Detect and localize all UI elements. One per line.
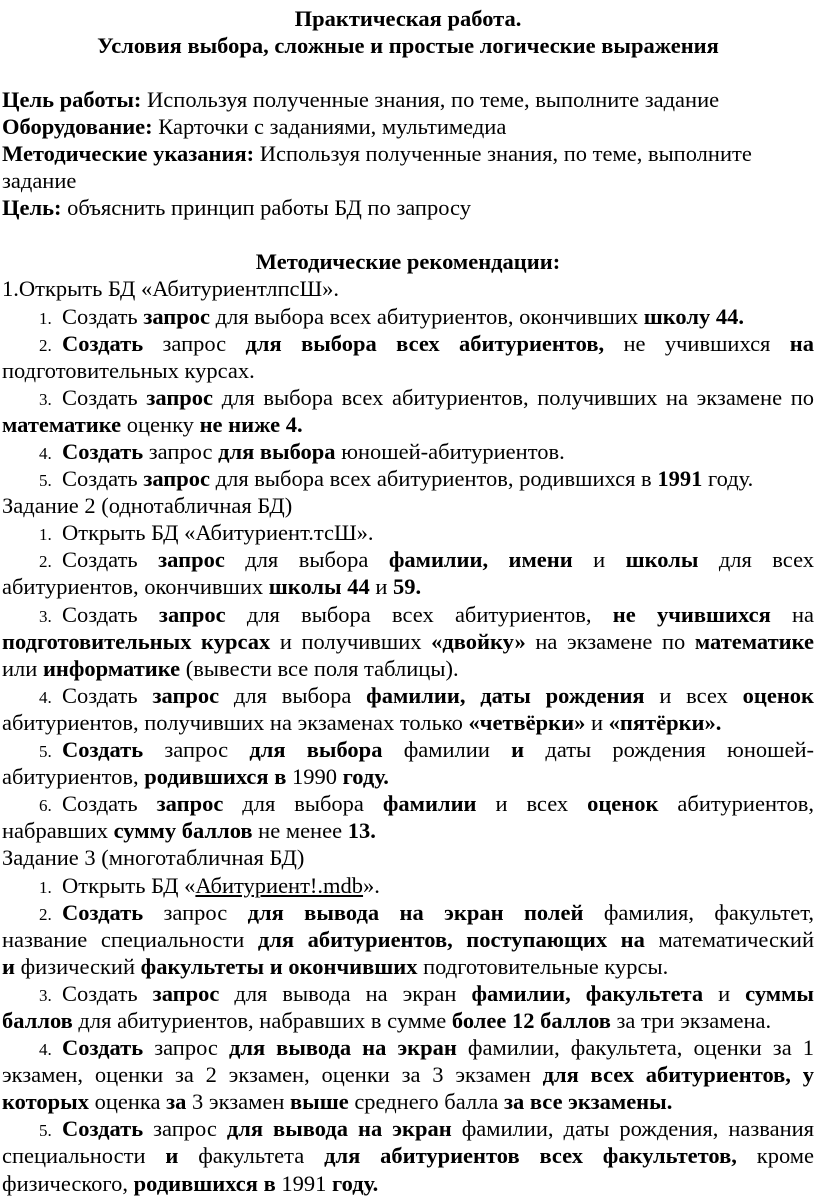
text-run: 1991 xyxy=(275,1170,332,1196)
text-run: экзамен, оценки за 2 экзамен, оценки за 3 экзамен xyxy=(2,1062,543,1088)
bold-text-run: Создать xyxy=(62,1035,144,1061)
list-item xyxy=(2,682,814,736)
text-run: запрос xyxy=(143,899,248,925)
text-line xyxy=(2,357,814,384)
text-run: не учившихся xyxy=(604,330,790,356)
bold-text-run: Создать xyxy=(62,439,144,464)
text-run: запрос xyxy=(143,1116,227,1142)
list-item xyxy=(2,519,814,546)
bold-text-run: не учившихся xyxy=(612,601,771,627)
text-line xyxy=(2,411,814,438)
bold-text-run: сумму баллов xyxy=(113,818,253,844)
paragraph xyxy=(2,275,814,302)
text-line xyxy=(2,330,814,357)
bold-text-run: «пятёрки». xyxy=(608,709,722,735)
text-line xyxy=(2,465,814,492)
bold-text-run: фамилии xyxy=(382,791,477,817)
bold-text-run: запрос xyxy=(156,791,224,817)
paragraph xyxy=(2,113,814,140)
bold-text-run: 13. xyxy=(347,818,376,844)
text-run: и xyxy=(572,547,626,573)
text-run: 3 экзамен xyxy=(186,1089,290,1115)
text-run: специальности xyxy=(2,1143,166,1169)
bold-text-run: которых xyxy=(2,1089,89,1115)
list-number: 3. xyxy=(39,606,52,626)
text-line xyxy=(2,980,814,1007)
bold-text-run: школу 44. xyxy=(643,303,744,329)
text-line xyxy=(2,140,814,167)
bold-text-run: информатике xyxy=(42,655,181,681)
bold-text-run: Практическая работа. xyxy=(294,5,522,31)
bold-text-run: родившихся в xyxy=(133,1170,276,1196)
text-run: (вывести все поля таблицы). xyxy=(180,655,459,681)
text-run: Задание 3 (многотабличная БД) xyxy=(2,845,305,871)
text-line xyxy=(2,763,814,790)
paragraph xyxy=(2,492,814,519)
list-number: 2. xyxy=(39,552,52,572)
bold-text-run: запрос xyxy=(152,980,220,1006)
bold-text-run: 59. xyxy=(393,574,422,600)
text-run: году. xyxy=(702,466,754,492)
text-run: для выбора всех абитуриентов, получивших на экзамене по xyxy=(213,384,814,410)
bold-text-run: для абитуриентов, поступающих на xyxy=(257,926,645,952)
list-item xyxy=(2,899,814,980)
text-run: для выбора всех абитуриентов, окончивших xyxy=(210,303,644,329)
bold-text-run: для выбора xyxy=(249,737,383,763)
text-run: Используя полученные знания, по теме, выполните xyxy=(254,140,752,166)
bold-text-run: баллов xyxy=(2,1007,73,1033)
text-run: Задание 2 (однотабличная БД) xyxy=(2,493,293,519)
text-line xyxy=(2,1034,814,1061)
bold-text-run: Оборудование: xyxy=(2,113,153,139)
text-run: для выбора всех абитуриентов, родившихся в xyxy=(210,466,658,492)
text-run: Создать xyxy=(62,384,147,410)
text-run: и всех xyxy=(476,791,588,817)
text-run: запрос xyxy=(143,1035,229,1061)
text-line xyxy=(2,275,814,302)
bold-text-run: на xyxy=(789,330,814,356)
list-item xyxy=(2,438,814,465)
text-run: название специальности xyxy=(2,926,258,952)
text-line xyxy=(2,844,814,871)
text-line xyxy=(2,1007,814,1034)
text-line xyxy=(2,899,814,926)
list-item xyxy=(2,872,814,899)
bold-text-run: математике xyxy=(2,411,122,437)
bold-text-run: для выбора xyxy=(218,439,336,464)
text-run: фамилии, факультета, оценки за 1 xyxy=(456,1035,814,1061)
text-line xyxy=(2,817,814,844)
text-run: и получивших xyxy=(270,628,432,654)
text-line xyxy=(2,1115,814,1142)
paragraph xyxy=(2,140,814,194)
text-line xyxy=(2,573,814,600)
list-number: 4. xyxy=(39,1040,52,1060)
text-run: и xyxy=(585,709,609,735)
bold-text-run: за все экзамены. xyxy=(503,1089,673,1115)
text-run: юношей-абитуриентов. xyxy=(335,439,565,464)
text-run: запрос xyxy=(143,439,219,464)
list-item xyxy=(2,736,814,790)
text-line xyxy=(2,953,814,980)
paragraph xyxy=(2,86,814,113)
list-item xyxy=(2,601,814,682)
bold-text-run: Методические указания: xyxy=(2,140,255,166)
bold-text-run: за xyxy=(166,1089,187,1115)
text-run: подготовительные курсы. xyxy=(417,953,669,979)
bold-text-run: запрос xyxy=(146,384,214,410)
bold-text-run: году. xyxy=(342,764,389,790)
list-item xyxy=(2,1034,814,1115)
text-run: абитуриентов, xyxy=(2,764,145,790)
text-line xyxy=(2,1061,814,1088)
text-run: и всех xyxy=(644,682,743,708)
list-item xyxy=(2,330,814,384)
text-run: физического, xyxy=(2,1170,134,1196)
list-number: 2. xyxy=(39,904,52,924)
bold-text-run: фамилии, факультета xyxy=(471,980,704,1006)
text-line xyxy=(2,303,814,330)
bold-text-run: запрос xyxy=(143,466,211,492)
text-run: на xyxy=(770,601,814,627)
list-number: 5. xyxy=(39,742,52,762)
bold-text-run: фамилии, имени xyxy=(388,547,573,573)
text-line xyxy=(2,113,814,140)
list-number: 4. xyxy=(39,687,52,707)
text-run: даты рождения юношей- xyxy=(524,737,814,763)
bold-text-run: и xyxy=(165,1143,179,1169)
text-run: фамилии, даты рождения, названия xyxy=(451,1116,814,1142)
bold-text-run: Создать xyxy=(62,737,144,763)
list-item xyxy=(2,384,814,438)
list-number: 6. xyxy=(39,796,52,816)
text-run: Создать xyxy=(62,682,153,708)
bold-text-run: для абитуриентов всех факультетов, xyxy=(324,1143,737,1169)
text-run: для вывода на экран xyxy=(219,980,472,1006)
list-number: 1. xyxy=(39,308,52,328)
text-run: запрос xyxy=(143,737,250,763)
text-line xyxy=(2,655,814,682)
list-item xyxy=(2,790,814,844)
text-run: не менее xyxy=(252,818,348,844)
list-number: 4. xyxy=(39,444,52,463)
list-number: 3. xyxy=(39,389,52,409)
text-run: за три экзамена. xyxy=(610,1007,772,1033)
list-number: 1. xyxy=(39,525,52,545)
section-heading xyxy=(2,32,814,59)
text-run: задание xyxy=(2,168,77,194)
text-run: запрос xyxy=(143,330,246,356)
text-run: оценку xyxy=(121,411,200,437)
text-line xyxy=(2,32,814,59)
text-line xyxy=(2,384,814,411)
text-line xyxy=(2,438,814,465)
text-line xyxy=(2,546,814,573)
text-run: Создать xyxy=(62,466,144,492)
text-run: для выбора xyxy=(219,682,367,708)
bold-text-run: суммы xyxy=(745,980,814,1006)
bold-text-run: оценок xyxy=(587,791,659,817)
list-number: 5. xyxy=(39,1121,52,1141)
text-line xyxy=(2,872,814,899)
text-run: абитуриентов, получивших на экзаменах только xyxy=(2,709,469,735)
list-item xyxy=(2,980,814,1034)
text-line xyxy=(2,790,814,817)
bold-text-run: не ниже 4. xyxy=(199,411,303,437)
text-run: математический xyxy=(644,926,814,952)
bold-text-run: выше xyxy=(289,1089,349,1115)
text-run: Создать xyxy=(62,547,159,573)
bold-text-run: подготовительных курсах xyxy=(2,628,271,654)
bold-text-run: Создать xyxy=(62,1116,144,1142)
text-line xyxy=(2,167,814,194)
text-run: набравших xyxy=(2,818,114,844)
text-run: на экзамене по xyxy=(525,628,695,654)
paragraph xyxy=(2,194,814,221)
text-run: абитуриентов, окончивших xyxy=(2,574,269,600)
text-line xyxy=(2,492,814,519)
list-number: 2. xyxy=(39,335,52,355)
text-run: среднего балла xyxy=(348,1089,504,1115)
list-item xyxy=(2,546,814,600)
bold-text-run: 1991 xyxy=(657,466,703,492)
text-line xyxy=(2,519,814,546)
text-line xyxy=(2,5,814,32)
text-line xyxy=(2,628,814,655)
text-line xyxy=(2,736,814,763)
section-heading xyxy=(2,5,814,32)
bold-text-run: факультеты и окончивших xyxy=(140,953,418,979)
section-heading xyxy=(2,248,814,275)
list-item xyxy=(2,303,814,330)
text-run: ». xyxy=(363,872,380,898)
text-run: и xyxy=(369,574,394,600)
text-run: и xyxy=(703,980,746,1006)
text-line xyxy=(2,1142,814,1169)
text-run: или xyxy=(2,655,43,681)
text-run: для выбора всех абитуриентов, xyxy=(225,601,613,627)
text-line xyxy=(2,682,814,709)
bold-text-run: фамилии, даты рождения xyxy=(366,682,645,708)
bold-text-run: запрос xyxy=(143,303,211,329)
text-line xyxy=(2,194,814,221)
bold-text-run: Создать xyxy=(62,330,144,356)
text-line xyxy=(2,1170,814,1197)
text-run: Создать xyxy=(62,980,153,1006)
text-run: факультета xyxy=(178,1143,325,1169)
text-line xyxy=(2,926,814,953)
text-run: 1.Открыть БД «АбитуриентлпсШ». xyxy=(2,276,340,302)
text-run: Используя полученные знания, по теме, выполните задание xyxy=(141,86,720,112)
text-run: для абитуриентов, набравших в сумме xyxy=(72,1007,452,1033)
paragraph xyxy=(2,844,814,871)
text-run: Создать xyxy=(62,791,157,817)
bold-text-run: школы xyxy=(625,547,699,573)
underlined-filename: Абитуриент!.mdb xyxy=(195,872,364,898)
bold-text-run: оценок xyxy=(742,682,814,708)
bold-text-run: Условия выбора, сложные и простые логические выражения xyxy=(97,32,719,58)
list-number: 5. xyxy=(39,471,52,491)
bold-text-run: родившихся в xyxy=(144,764,287,790)
text-run: фамилии xyxy=(382,737,512,763)
bold-text-run: году. xyxy=(331,1170,379,1196)
bold-text-run: для всех абитуриентов, у xyxy=(542,1062,814,1088)
bold-text-run: и xyxy=(511,737,525,763)
text-run: 1990 xyxy=(286,764,343,790)
text-line xyxy=(2,1088,814,1115)
text-run: абитуриентов, xyxy=(658,791,814,817)
list-number: 1. xyxy=(39,877,52,897)
text-line xyxy=(2,248,814,275)
text-run: Карточки с заданиями, мультимедиа xyxy=(152,113,507,139)
text-run: объяснить принцип работы БД по запросу xyxy=(61,195,471,221)
blank-line xyxy=(2,221,814,248)
bold-text-run: «двойку» xyxy=(431,628,526,654)
text-run: Создать xyxy=(62,303,144,329)
bold-text-run: «четвёрки» xyxy=(468,709,586,735)
text-line xyxy=(2,709,814,736)
bold-text-run: для вывода на экран xyxy=(226,1116,452,1142)
text-run: Открыть БД « xyxy=(62,872,196,898)
bold-text-run: Цель: xyxy=(2,195,62,221)
bold-text-run: школы 44 xyxy=(268,574,370,600)
bold-text-run: более 12 баллов xyxy=(451,1007,611,1033)
list-item xyxy=(2,1115,814,1196)
bold-text-run: Методические рекомендации: xyxy=(255,249,561,275)
text-line xyxy=(2,86,814,113)
bold-text-run: запрос xyxy=(158,601,226,627)
text-run: для выбора xyxy=(224,547,389,573)
bold-text-run: для вывода на экран полей xyxy=(247,899,584,925)
list-number: 3. xyxy=(39,985,52,1005)
text-run: Создать xyxy=(62,601,159,627)
bold-text-run: запрос xyxy=(158,547,225,573)
text-line xyxy=(2,601,814,628)
bold-text-run: Создать xyxy=(62,899,144,925)
list-item xyxy=(2,465,814,492)
text-run: фамилия, факультет, xyxy=(583,899,814,925)
text-run: для выбора xyxy=(223,791,383,817)
text-run: Открыть БД «Абитуриент.тсШ». xyxy=(62,520,374,546)
text-run: для всех xyxy=(698,547,814,573)
text-run: оценка xyxy=(88,1089,167,1115)
bold-text-run: математике xyxy=(694,628,814,654)
bold-text-run: Цель работы: xyxy=(2,86,142,112)
bold-text-run: для выбора всех абитуриентов, xyxy=(245,330,605,356)
bold-text-run: и xyxy=(2,953,15,979)
text-run: подготовительных курсах. xyxy=(2,357,255,383)
blank-line xyxy=(2,59,814,86)
bold-text-run: запрос xyxy=(152,682,220,708)
bold-text-run: для вывода на экран xyxy=(228,1035,457,1061)
text-run: физический xyxy=(14,953,141,979)
text-run: кроме xyxy=(736,1143,814,1169)
